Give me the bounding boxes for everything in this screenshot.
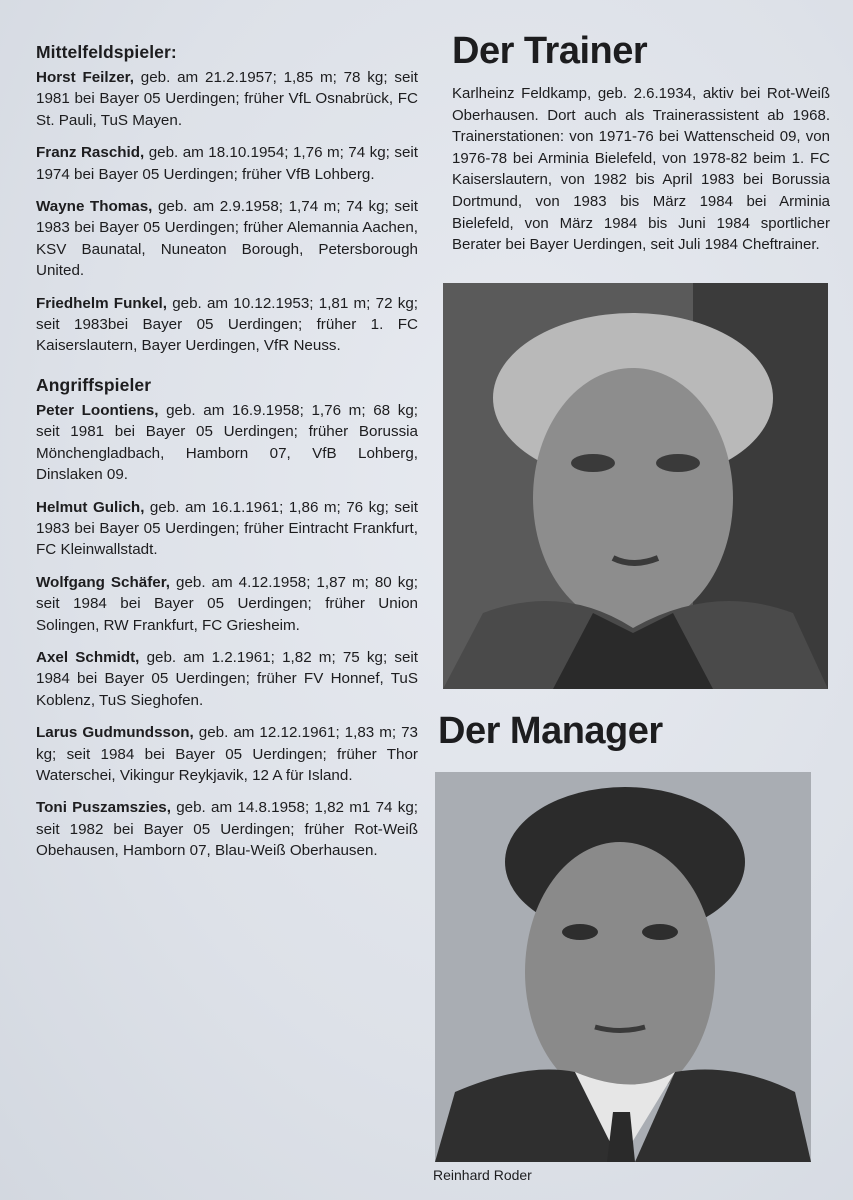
- player-entry: [36, 67, 418, 131]
- trainer-photo: [443, 283, 828, 689]
- trainer-section: [452, 30, 830, 256]
- player-name: Peter Loontiens,: [36, 401, 159, 419]
- player-list-column: [36, 42, 418, 873]
- player-name: Horst Feilzer,: [36, 69, 134, 86]
- player-name: Toni Puszamszies,: [36, 799, 171, 817]
- player-entry: [36, 142, 418, 185]
- player-details: geb. am 21.2.1957; 1,85 m; 78 kg; seit 1981 bei Bayer 05 Uerdingen; früher VfL Osnabrück, FC St. Pauli, TuS Mayen.: [36, 69, 418, 129]
- player-name: Axel Schmidt,: [36, 648, 140, 666]
- trainer-bio: Karlheinz Feldkamp, geb. 2.6.1934, aktiv bei Rot-Weiß Oberhausen. Dort auch als Trainerassistent ab 1968. Trainerstationen: von 1971-76 bei Wattenscheid 09, von 1976-78 bei Arminia Bielefeld, von 1978-82 beim 1. FC Kaiserslautern, von 1982 bis April 1983 bei Borussia Dortmund, von 1983 bis März 1984 bei Arminia Bielefeld, von März 1984 bis Juni 1984 sportlicher Berater bei Bayer Uerdingen, seit Juli 1984 Cheftrainer.: [452, 85, 830, 254]
- manager-photo: [435, 772, 811, 1162]
- attack-heading: Angriffspieler: [36, 374, 152, 395]
- player-name: Franz Raschid,: [36, 144, 145, 162]
- trainer-portrait-illustration: [443, 283, 828, 689]
- manager-heading: Der Manager: [438, 710, 663, 752]
- player-name: Wayne Thomas,: [36, 198, 153, 216]
- player-details: geb. am 4.12.1958; 1,87 m; 80 kg; seit 1984 bei Bayer 05 Uerdingen; früher Union Solingen, RW Frankfurt, FC Griesheim.: [36, 573, 419, 634]
- player-entry: [36, 572, 418, 636]
- trainer-heading: Der Trainer: [452, 30, 648, 72]
- player-entry: [36, 497, 418, 561]
- manager-portrait-illustration: [435, 772, 811, 1162]
- player-entry: [36, 400, 418, 486]
- player-name: Wolfgang Schäfer,: [36, 573, 170, 591]
- player-entry: [36, 647, 418, 711]
- player-entry: [36, 293, 418, 357]
- player-details: geb. am 14.8.1958; 1,82 m1 74 kg; seit 1982 bei Bayer 05 Uerdingen; früher Rot-Weiß Obehausen, Hamborn 07, Blau-Weiß Oberhausen.: [36, 799, 418, 860]
- player-name: Larus Gudmundsson,: [36, 724, 194, 742]
- player-entry: [36, 196, 418, 282]
- midfield-heading: Mittelfeldspieler:: [36, 42, 177, 62]
- player-details: geb. am 16.1.1961; 1,86 m; 76 kg; seit 1983 bei Bayer 05 Uerdingen; früher Eintracht Frankfurt, FC Kleinwallstadt.: [36, 498, 418, 559]
- player-name: Helmut Gulich,: [36, 498, 145, 516]
- player-details: geb. am 2.9.1958; 1,74 m; 74 kg; seit 1983 bei Bayer 05 Uerdingen; früher Alemannia Aachen, KSV Baunatal, Nuneaton Borough, Petersborough United.: [36, 198, 418, 280]
- player-entry: [36, 797, 418, 861]
- player-name: Friedhelm Funkel,: [36, 294, 167, 312]
- player-details: geb. am 1.2.1961; 1,82 m; 75 kg; seit 1984 bei Bayer 05 Uerdingen; früher FV Honnef, TuS Koblenz, TuS Sieghofen.: [36, 648, 418, 709]
- player-details: geb. am 16.9.1958; 1,76 m; 68 kg; seit 1981 bei Bayer 05 Uerdingen; früher Borussia Mönchengladbach, Hamborn 07, VfB Lohberg, Dinslaken 09.: [36, 401, 418, 484]
- manager-caption: Reinhard Roder: [433, 1167, 532, 1183]
- player-entry: [36, 722, 418, 786]
- player-details: geb. am 18.10.1954; 1,76 m; 74 kg; seit 1974 bei Bayer 05 Uerdingen; früher VfB Lohberg.: [36, 144, 418, 183]
- player-details: geb. am 10.12.1953; 1,81 m; 72 kg; seit 1983bei Bayer 05 Uerdingen; früher 1. FC Kaiserslautern, Bayer Uerdingen, VfR Neuss.: [36, 294, 418, 355]
- player-details: geb. am 12.12.1961; 1,83 m; 73 kg; seit 1984 bei Bayer 05 Uerdingen; früher Thor Waterschei, Vikingur Reykjavik, 12 A für Island.: [36, 724, 419, 784]
